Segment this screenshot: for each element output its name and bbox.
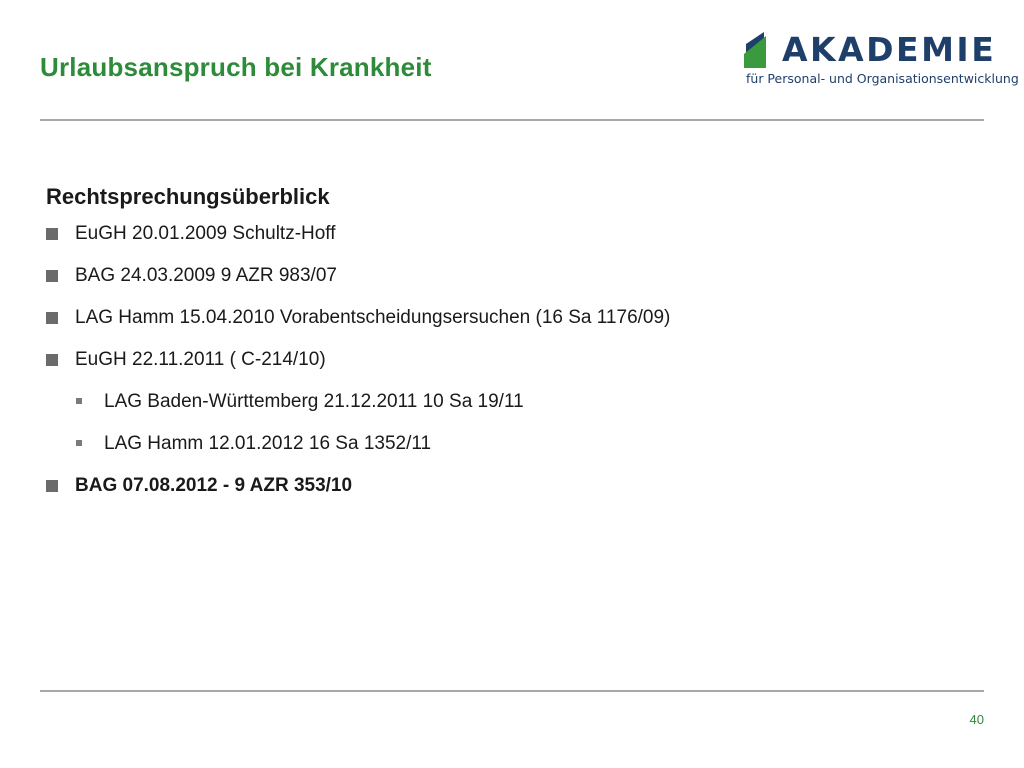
sub-list-item: LAG Baden-Württemberg 21.12.2011 10 Sa 19/11	[46, 390, 946, 432]
list-item: BAG 07.08.2012 - 9 AZR 353/10	[46, 474, 946, 516]
section-heading: Rechtsprechungsüberblick	[46, 184, 330, 209]
akademie-logo	[742, 30, 1019, 90]
logo-name: AKADEMIE	[782, 30, 997, 69]
logo-tagline: für Personal- und Organisationsentwicklung	[746, 71, 1019, 86]
list-item: EuGH 22.11.2011 ( C-214/10)	[46, 348, 946, 390]
sub-list-item: LAG Hamm 12.01.2012 16 Sa 1352/11	[46, 432, 946, 474]
slide-content	[46, 184, 946, 516]
case-list	[46, 222, 946, 516]
list-item: BAG 24.03.2009 9 AZR 983/07	[46, 264, 946, 306]
slide-title: Urlaubsanspruch bei Krankheit	[40, 52, 432, 82]
page-number: 40	[969, 712, 984, 727]
list-item: LAG Hamm 15.04.2010 Vorabentscheidungsersuchen (16 Sa 1176/09)	[46, 306, 946, 348]
header-divider	[40, 119, 984, 121]
list-item: EuGH 20.01.2009 Schultz-Hoff	[46, 222, 946, 264]
footer-divider	[40, 690, 984, 692]
logo-mark-icon	[742, 30, 782, 70]
